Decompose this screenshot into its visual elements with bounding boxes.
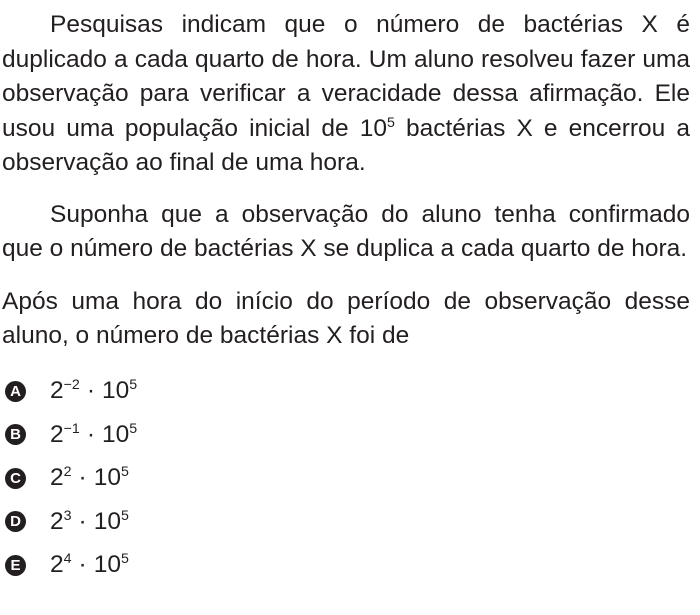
option-c-factor: 10 <box>93 464 121 491</box>
option-d-operator: · <box>78 507 87 535</box>
option-e-operator: · <box>78 551 87 578</box>
option-d-exponent: 3 <box>63 507 72 524</box>
option-d-letter-icon[interactable]: D <box>5 511 26 532</box>
option-c-factor-exponent: 5 <box>120 464 129 481</box>
option-e-factor: 10 <box>93 551 121 578</box>
option-a-letter-icon[interactable]: A <box>5 381 26 402</box>
option-d[interactable] <box>2 500 690 544</box>
option-b-expression[interactable] <box>50 420 138 448</box>
paragraph-1-text-end: bactérias X e encerrou a observação ao final de uma hora. <box>2 114 690 176</box>
initial-population-exponent: 5 <box>387 114 395 131</box>
option-d-expression[interactable] <box>50 507 129 535</box>
option-c-expression[interactable] <box>50 466 129 491</box>
option-e-exponent: 4 <box>63 551 72 568</box>
option-d-factor-exponent: 5 <box>120 507 129 524</box>
option-a-exponent: −2 <box>63 377 80 394</box>
question-paragraph-1 <box>2 8 690 181</box>
option-e-base: 2 <box>50 551 64 578</box>
answer-options <box>2 370 690 588</box>
paragraph-1-text-start: Pesquisas indicam que o número de bactérias X é duplicado a cada quarto de hora. Um aluno resolveu fazer uma observação para verificar a veracidade dessa afirmação. Ele usou uma população inicial de 10 <box>2 11 690 142</box>
option-b-operator: · <box>86 420 96 448</box>
option-b-exponent: −1 <box>63 420 80 437</box>
option-a-operator: · <box>86 377 96 404</box>
option-b-base: 2 <box>50 420 64 448</box>
option-b[interactable] <box>2 413 690 457</box>
option-a[interactable] <box>2 370 690 414</box>
option-c-letter-icon[interactable]: C <box>5 468 26 489</box>
option-a-factor-exponent: 5 <box>129 377 138 394</box>
option-a-base: 2 <box>50 377 64 404</box>
option-b-letter-icon[interactable]: B <box>5 424 26 445</box>
option-e[interactable] <box>2 544 690 588</box>
option-c[interactable] <box>2 457 690 501</box>
option-e-factor-exponent: 5 <box>120 551 129 568</box>
option-d-base: 2 <box>50 507 64 535</box>
option-c-exponent: 2 <box>63 464 72 481</box>
option-c-base: 2 <box>50 464 64 491</box>
option-a-expression[interactable] <box>50 379 137 404</box>
option-b-factor: 10 <box>102 420 130 448</box>
question-prompt: Após uma hora do início do período de observação desse aluno, o número de bactérias X foi de <box>2 287 690 349</box>
option-e-letter-icon[interactable]: E <box>5 555 26 576</box>
option-c-operator: · <box>78 464 87 491</box>
option-b-factor-exponent: 5 <box>129 420 138 437</box>
option-d-factor: 10 <box>93 507 121 535</box>
option-a-factor: 10 <box>102 377 130 404</box>
question-paragraph-2: Suponha que a observação do aluno tenha confirmado que o número de bactérias X se duplica a cada quarto de hora. <box>2 200 690 262</box>
option-e-expression[interactable] <box>50 553 129 578</box>
